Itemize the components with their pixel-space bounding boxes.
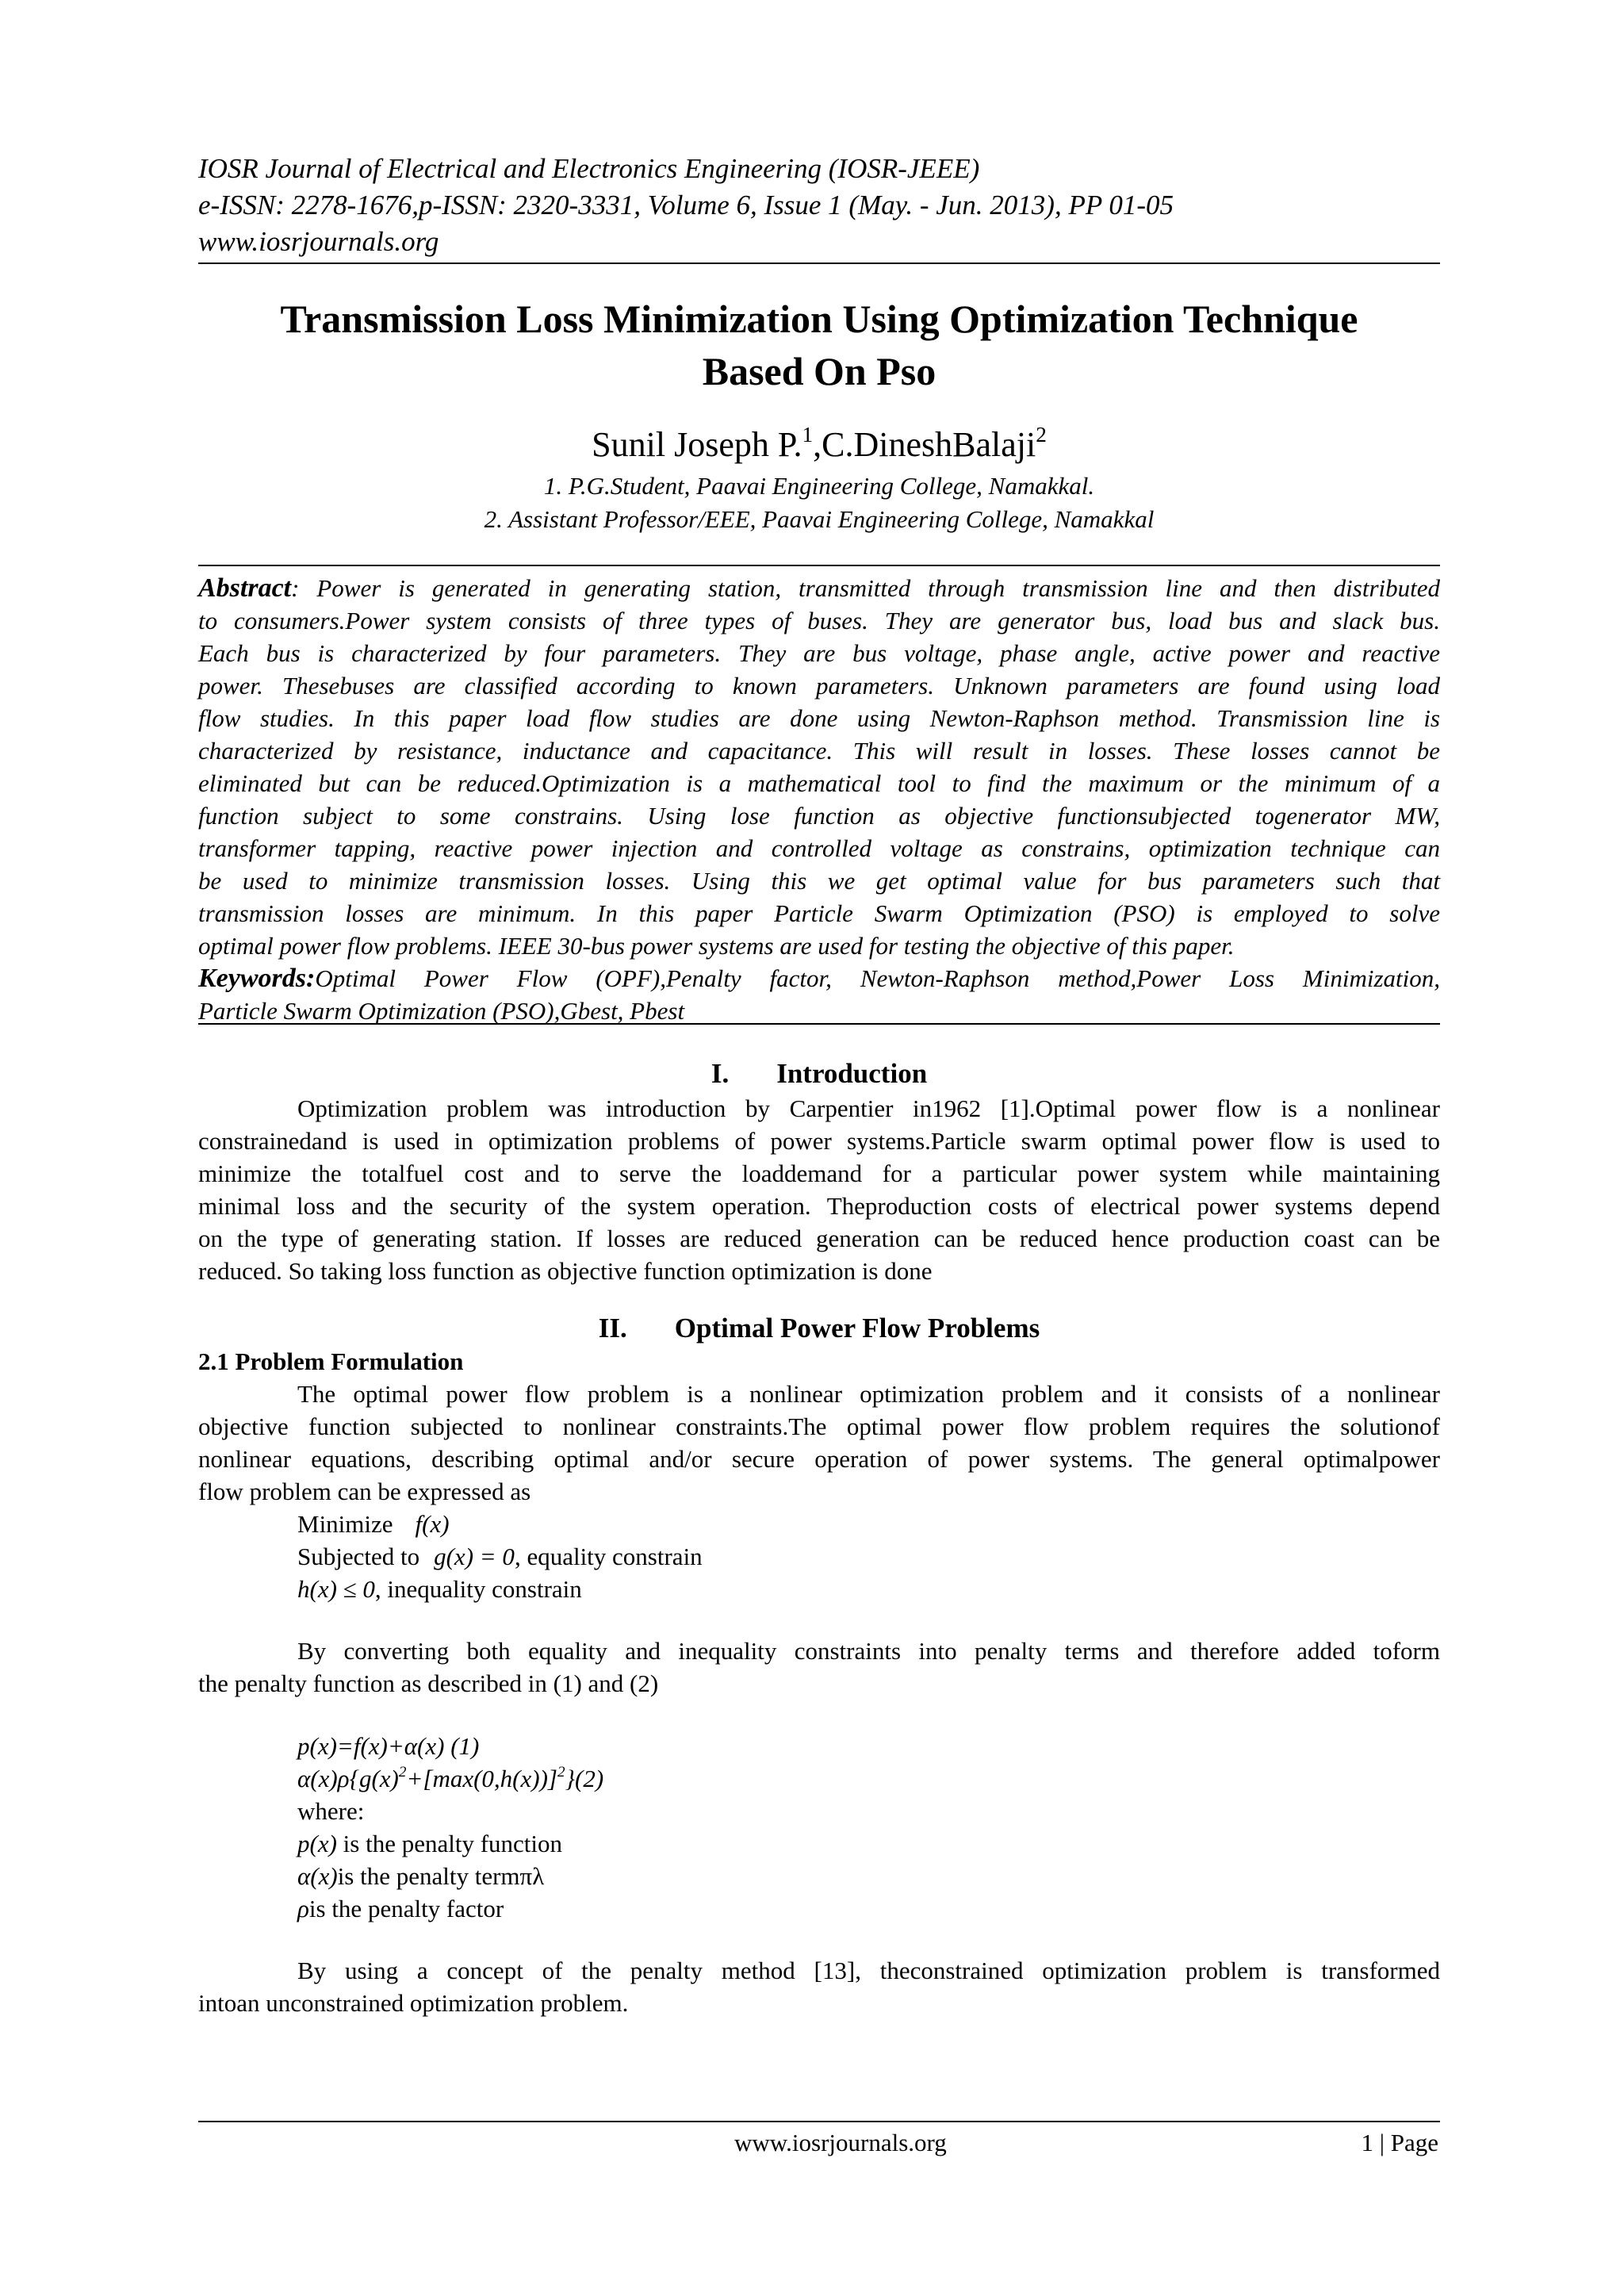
keywords-text: Optimal Power Flow (OPF),Penalty factor, Newton-Raphson method,Power Loss Minimization, <box>315 964 1440 992</box>
equation-2-part: }(2) <box>565 1765 604 1792</box>
abstract-line: power. Thesebuses are classified according to known parameters. Unknown parameters are found using load <box>198 672 1440 700</box>
body-line: the penalty function as described in (1) and (2) <box>198 1669 659 1697</box>
body-line: intoan unconstrained optimization problem. <box>198 1989 629 2017</box>
abstract-bottom-rule <box>198 1023 1440 1025</box>
body-line: reduced. So taking loss function as objective function optimization is done <box>198 1257 933 1285</box>
affiliation-2: 2. Assistant Professor/EEE, Paavai Engineering College, Namakkal <box>484 505 1155 533</box>
author-2: C.DineshBalaji <box>822 425 1036 464</box>
equation-2 <box>297 1763 603 1795</box>
definition-symbol: α(x) <box>297 1862 338 1890</box>
minimize-label: Minimize <box>297 1510 393 1538</box>
body-line: on the type of generating station. If losses are reduced generation can be reduced hence production coast can be <box>198 1225 1440 1252</box>
paper-title-line2: Based On Pso <box>702 349 936 393</box>
body-line: constrainedand is used in optimization problems of power systems.Particle swarm optimal power flow is used to <box>198 1127 1440 1155</box>
objective-expression: f(x) <box>415 1510 450 1538</box>
author-separator: , <box>813 425 822 464</box>
definition-text: is the penalty termπλ <box>337 1862 545 1890</box>
section-heading-opf <box>198 1312 1440 1345</box>
body-line: objective function subjected to nonlinear constraints.The optimal power flow problem requires the solutionof <box>198 1412 1440 1440</box>
abstract-label: Abstract <box>198 573 292 603</box>
authors <box>198 424 1440 466</box>
abstract-line: to consumers.Power system consists of three types of buses. They are generator bus, load bus and slack bus. <box>198 607 1440 634</box>
journal-name: IOSR Journal of Electrical and Electronics Engineering (IOSR-JEEE) <box>198 153 980 184</box>
body-line: minimize the totalfuel cost and to serve the loaddemand for a particular power system while maintaining <box>198 1159 1440 1187</box>
footer-website: www.iosrjournals.org <box>734 2129 947 2156</box>
subject-label: Subjected to <box>297 1543 420 1570</box>
minimize-line <box>297 1508 450 1540</box>
abstract-line <box>198 573 1440 604</box>
abstract-line: transmission losses are minimum. In this paper Particle Swarm Optimization (PSO) is employed to solve <box>198 899 1440 927</box>
paper-title-line1: Transmission Loss Minimization Using Optimization Technique <box>280 297 1358 341</box>
equation-2-exponent: 2 <box>557 1763 565 1780</box>
equation-2-exponent: 2 <box>398 1763 407 1780</box>
definition-symbol: p(x) <box>297 1830 337 1857</box>
abstract-text-line: Power is generated in generating station, transmitted through transmission line and then distributed <box>316 574 1440 602</box>
body-line: Optimization problem was introduction by Carpentier in1962 [1].Optimal power flow is a nonlinear <box>297 1094 1440 1122</box>
definition-penalty-function <box>297 1828 562 1860</box>
body-line: minimal loss and the security of the system operation. Theproduction costs of electrical power systems depend <box>198 1192 1440 1220</box>
page-number-value: 1 <box>1361 2129 1374 2156</box>
keywords-line <box>198 963 1440 995</box>
equality-constraint-line <box>297 1541 703 1573</box>
page-number <box>1269 2127 1438 2159</box>
author-2-affil-mark: 2 <box>1036 422 1047 447</box>
abstract-line: be used to minimize transmission losses. Using this we get optimal value for bus parameters such that <box>198 867 1440 895</box>
affiliation-1: 1. P.G.Student, Paavai Engineering College, Namakkal. <box>543 472 1095 500</box>
inequality-expression: h(x) ≤ 0 <box>297 1575 375 1603</box>
abstract-line: optimal power flow problems. IEEE 30-bus power systems are used for testing the objective of this paper. <box>198 932 1235 960</box>
body-line: The optimal power flow problem is a nonlinear optimization problem and it consists of a nonlinear <box>297 1380 1440 1408</box>
body-line: flow problem can be expressed as <box>198 1478 531 1505</box>
abstract-line: characterized by resistance, inductance and capacitance. This will result in losses. These losses cannot be <box>198 737 1440 765</box>
section-heading-intro <box>198 1057 1440 1091</box>
section-number: II. <box>598 1313 627 1343</box>
abstract-colon: : <box>291 574 317 602</box>
page-label: Page <box>1390 2129 1438 2156</box>
header-rule <box>198 263 1440 264</box>
abstract-line: Each bus is characterized by four parameters. They are bus voltage, phase angle, active power and reactive <box>198 639 1440 667</box>
author-1-affil-mark: 1 <box>802 422 814 447</box>
definition-text: is the penalty factor <box>308 1895 504 1922</box>
abstract-line: eliminated but can be reduced.Optimization is a mathematical tool to find the maximum or the minimum of a <box>198 769 1440 797</box>
definition-text: is the penalty function <box>336 1830 563 1857</box>
body-line: By converting both equality and inequality constraints into penalty terms and therefore added toform <box>297 1637 1440 1665</box>
equality-text: , equality constrain <box>514 1543 703 1570</box>
equation-1: p(x)=f(x)+α(x) (1) <box>297 1732 480 1760</box>
equation-2-part: α(x)ρ{g(x) <box>297 1765 399 1792</box>
section-title: Introduction <box>776 1058 928 1089</box>
equality-expression: g(x) = 0 <box>434 1543 515 1570</box>
abstract-line: transformer tapping, reactive power injection and controlled voltage as constrains, optimization technique can <box>198 834 1440 862</box>
inequality-text: , inequality constrain <box>374 1575 582 1603</box>
section-title: Optimal Power Flow Problems <box>674 1313 1040 1343</box>
abstract-line: flow studies. In this paper load flow studies are done using Newton-Raphson method. Transmission line is <box>198 704 1440 732</box>
equation-2-part: +[max(0,h(x))] <box>406 1765 557 1792</box>
section-number: I. <box>710 1058 730 1089</box>
body-line: nonlinear equations, describing optimal and/or secure operation of power systems. The general optimalpower <box>198 1445 1440 1473</box>
subsection-heading: 2.1 Problem Formulation <box>198 1347 464 1375</box>
body-line: By using a concept of the penalty method [13], theconstrained optimization problem is transformed <box>297 1957 1440 1984</box>
keywords-line: Particle Swarm Optimization (PSO),Gbest, Pbest <box>198 997 685 1025</box>
definition-symbol: ρ <box>297 1895 309 1922</box>
where-label: where: <box>297 1797 365 1825</box>
footer-rule <box>198 2121 1440 2122</box>
page-number-separator: | <box>1373 2129 1391 2156</box>
definition-penalty-term <box>297 1861 544 1892</box>
inequality-constraint-line <box>297 1573 582 1605</box>
journal-website: www.iosrjournals.org <box>198 226 439 257</box>
abstract-top-rule <box>198 565 1440 566</box>
keywords-label: Keywords: <box>198 964 316 993</box>
definition-penalty-factor <box>297 1893 504 1925</box>
journal-issn: e-ISSN: 2278-1676,p-ISSN: 2320-3331, Volume 6, Issue 1 (May. - Jun. 2013), PP 01-05 <box>198 190 1174 220</box>
author-1: Sunil Joseph P. <box>592 425 802 464</box>
abstract-line: function subject to some constrains. Using lose function as objective functionsubjected togenerator MW, <box>198 802 1440 830</box>
